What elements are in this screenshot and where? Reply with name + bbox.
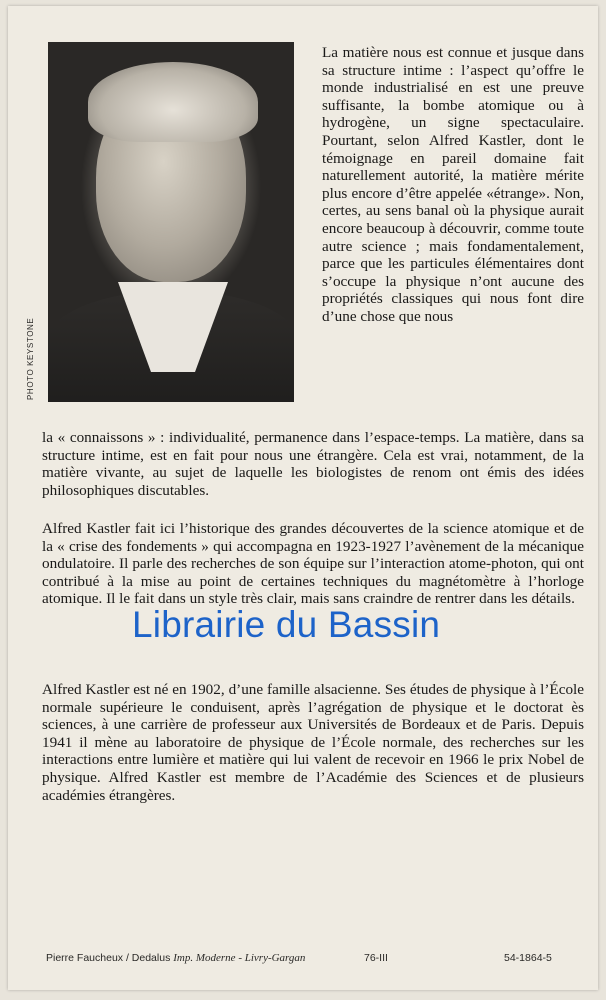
portrait-hair [88, 62, 258, 142]
footer-code: 76-III [364, 952, 388, 964]
footer-credits [46, 952, 305, 964]
book-back-cover [8, 6, 598, 990]
author-portrait-photo [48, 42, 294, 402]
footer-number: 54-1864-5 [504, 952, 552, 964]
summary-continuation-text: la « connaissons » : individualité, permanence dans l’espace-temps. La matière, dans sa structure intime, est en fait pour nous une étrangère. Cela est vrai, notamment, de la matière vivante, au sujet de laquelle les biologistes de renom ont émis des idées philosophiques discutables. [42, 429, 584, 499]
photo-credit: PHOTO KEYSTONE [26, 317, 35, 400]
footer-designer: Pierre Faucheux / Dedalus [46, 952, 171, 964]
author-biography: Alfred Kastler est né en 1902, d’une famille alsacienne. Ses études de physique à l’École normale supérieure le conduisent, après l’agrégation de physique et le doctorat ès sciences, à une carrière de professeur aux Universités de Bordeaux et de Paris. Depuis 1941 il mène au laboratoire de physique de l’École normale, des recherches sur les interactions entre lumière et matière qui lui valent de recevoir en 1966 le prix Nobel de physique. Alfred Kastler est membre de l’Académie des Sciences et de plusieurs académies étrangères. [42, 681, 584, 804]
bookstore-watermark: Librairie du Bassin [132, 604, 441, 645]
summary-history-text: Alfred Kastler fait ici l’historique des grandes découvertes de la science atomique et de la « crise des fondements » qui accompagna en 1923-1927 l’avènement de la mécanique ondulatoire. Il parle des recherches de son équipe sur l’interaction atome-photon, qui ont contribué à la mise au point de certaines techniques du magnétomètre à l’horloge atomique. Il le fait dans un style très clair, mais sans craindre de rentrer dans les détails. [42, 520, 584, 608]
summary-column-text: La matière nous est connue et jusque dans sa structure intime : l’aspect qu’offre le monde industrialisé en est une preuve suffisante, la bombe atomique ou à hydrogène, un signe spectaculaire. Pourtant, selon Alfred Kastler, dont le témoignage en pareil domaine fait naturellement autorité, la matière mérite plus encore d’être appelée «étrange». Non, certes, au sens banal où la physique aurait encore beaucoup à découvrir, comme toute autre science ; mais fondamentalement, parce que les particules élémentaires dont s’occupe la physique n’ont aucune des propriétés classiques qui nous font dire d’une chose que nous [322, 44, 584, 325]
footer-printer: Imp. Moderne - Livry-Gargan [173, 952, 306, 964]
